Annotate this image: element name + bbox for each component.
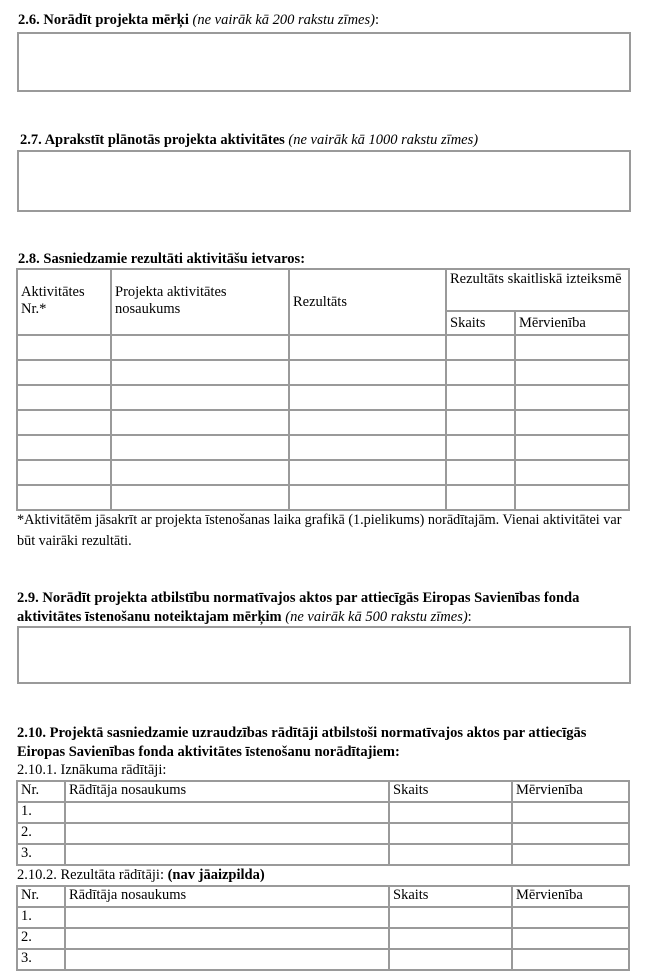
table-row: 3. [17,844,629,865]
col-numeric: Rezultāts skaitliskā izteiksmē [446,269,629,311]
col-count: Skaits [389,781,512,802]
col-activity-nr: Aktivitātes Nr.* [17,269,111,335]
results-table [16,268,630,511]
output-indicators-label: 2.10.1. Iznākuma rādītāji: [17,762,167,778]
col-unit: Mērvienība [515,311,629,335]
section-2-9-heading: 2.9. Norādīt projekta atbilstību normatīvajos aktos par attiecīgās Eiropas Savienības fonda aktivitātes īstenošanu noteiktajam mērķim (ne vairāk kā 500 rakstu zīmes): [17,590,580,625]
output-indicators-table [16,780,630,866]
result-indicators-table [16,885,630,971]
col-nr: Nr. [17,781,65,802]
col-activity-name: Projekta aktivitātes nosaukums [111,269,289,335]
results-footnote: *Aktivitātēm jāsakrīt ar projekta īstenošanas laika grafikā (1.pielikums) norādītajām. Vienai aktivitātei var būt vairāki rezultāti. [17,512,622,549]
table-row [17,460,629,485]
table-row [17,385,629,410]
table-row [17,435,629,460]
section-2-7-heading: 2.7. Aprakstīt plānotās projekta aktivitātes (ne vairāk kā 1000 rakstu zīmes) [20,132,479,148]
col-indicator-name: Rādītāja nosaukums [65,886,389,907]
col-indicator-name: Rādītāja nosaukums [65,781,389,802]
col-count: Skaits [389,886,512,907]
planned-activities-input[interactable] [17,150,631,212]
table-row: 3. [17,949,629,970]
section-2-8-heading: 2.8. Sasniedzamie rezultāti aktivitāšu ietvaros: [18,251,306,267]
table-row [17,335,629,360]
table-row: 2. [17,928,629,949]
compliance-input[interactable] [17,626,631,684]
table-row [17,360,629,385]
result-indicators-label: 2.10.2. Rezultāta rādītāji: (nav jāaizpilda) [17,867,265,883]
section-2-10-heading: 2.10. Projektā sasniedzamie uzraudzības rādītāji atbilstoši normatīvajos aktos par attiecīgās Eiropas Savienības fonda aktivitātes īstenošanu norādītajiem: [17,725,587,760]
col-unit: Mērvienība [512,781,629,802]
col-count: Skaits [446,311,515,335]
section-2-6-heading: 2.6. Norādīt projekta mērķi (ne vairāk kā 200 rakstu zīmes): [18,12,379,28]
col-result: Rezultāts [289,269,446,335]
table-row: 2. [17,823,629,844]
table-row [17,485,629,510]
table-row [17,410,629,435]
col-unit: Mērvienība [512,886,629,907]
project-goal-input[interactable] [17,32,631,92]
col-nr: Nr. [17,886,65,907]
table-row: 1. [17,907,629,928]
table-row: 1. [17,802,629,823]
